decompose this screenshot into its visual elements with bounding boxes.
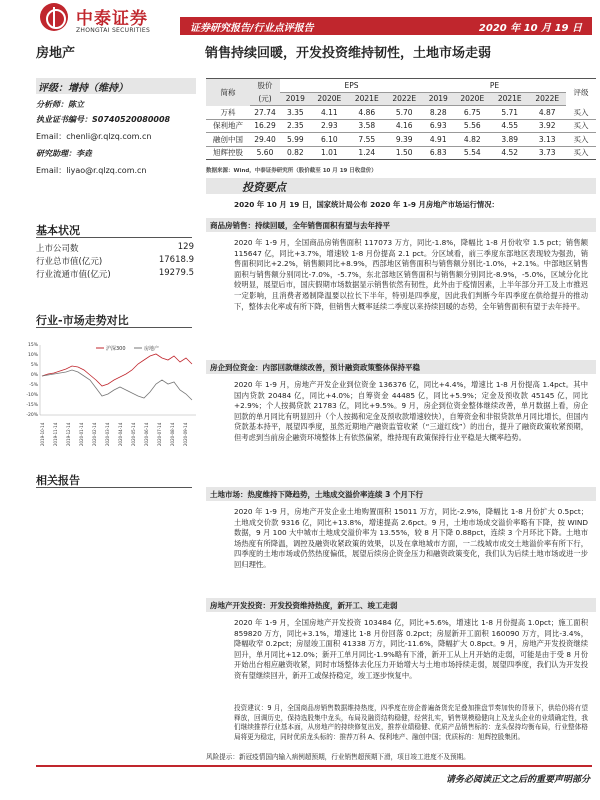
eps-value: 7.55 <box>348 133 385 147</box>
trend-title: 行业-市场走势对比 <box>36 314 129 327</box>
eps-value: 5.99 <box>280 133 311 147</box>
assistant-label: 研究助理： <box>36 149 76 158</box>
eps-value: 3.35 <box>280 106 311 120</box>
xtick-label: 2019-11-14 <box>53 422 58 446</box>
basic-label: 上市公司数 <box>36 244 79 254</box>
legend-label-b: 房地产 <box>144 346 160 352</box>
ytick-label: 0% <box>30 373 38 378</box>
stock-name: 旭辉控股 <box>206 146 250 160</box>
stock-name: 融创中国 <box>206 133 250 147</box>
section-title-investment: 房地产开发投资：开发投资维持热度，新开工、竣工走弱 <box>210 601 398 610</box>
pe-value: 4.87 <box>528 106 566 120</box>
pe-value: 3.89 <box>491 133 528 147</box>
year-header: 2020E <box>454 92 491 106</box>
pe-value: 3.13 <box>528 133 566 147</box>
license-label: 执业证书编号： <box>36 115 92 124</box>
divider <box>36 487 192 488</box>
header-band <box>180 17 592 35</box>
table-row <box>206 106 596 120</box>
analyst-value: 陈立 <box>68 100 84 109</box>
pe-value: 8.28 <box>423 106 454 120</box>
table-source-note: 数据来源：Wind，中泰证券研究所（股价截至 10 月 19 日收盘价） <box>206 168 377 174</box>
stock-table <box>206 78 596 160</box>
rating-text: 评级：增持（维持） <box>38 83 128 94</box>
year-header: 2019 <box>280 92 311 106</box>
ytick-label: -15% <box>26 403 38 408</box>
xtick-label: 2020-05-14 <box>131 422 136 446</box>
stock-rating: 买入 <box>566 146 596 160</box>
ytick-label: 5% <box>30 363 38 368</box>
table-row <box>206 133 596 147</box>
year-header: 2022E <box>386 92 423 106</box>
eps-value: 2.93 <box>311 119 348 133</box>
email-link-2[interactable]: liyao@r.qlzq.com.cn <box>66 166 147 175</box>
pe-value: 5.71 <box>491 106 528 120</box>
basic-label: 行业流通市值(亿元) <box>36 270 111 280</box>
section-header <box>206 598 596 612</box>
points-title: 投资要点 <box>242 181 286 194</box>
stock-price: 16.29 <box>250 119 280 133</box>
ytick-label: -20% <box>26 413 38 418</box>
col-header-pe: PE <box>423 79 566 93</box>
xtick-label: 2020-03-14 <box>105 422 110 446</box>
eps-value: 3.58 <box>348 119 385 133</box>
pe-value: 4.82 <box>454 133 491 147</box>
year-header: 2021E <box>491 92 528 106</box>
analyst-row <box>36 99 84 110</box>
email-label-2: Email： <box>36 166 67 175</box>
section-body-land: 2020 年 1-9 月，房地产开发企业土地购置面积 15011 万方，同比-2.9%，降幅比 1-8 月份扩大 0.5pct；土地成交价款 9316 亿，同比+13.8%，增速提高 2.6pct。9 月，土地市场成交溢价率略有下降，按 WIND 数据，9 月 100 大中城市土地成交溢价率为 13.55%，较 8 月下降 0.88pct，连续 3 个月环比下降。土地市场热度有所降温，调控及融资收紧政策的效果，以及在拿地城市方面，一二线城市成交土地溢价率有所下行，四季度的土地市场或仍然热度偏低，展望后续房企资金压力和融资政策变化，我们认为后续土地市场或进一步回归理性。 <box>234 507 588 569</box>
section-body-investment: 2020 年 1-9 月，全国房地产开发投资 103484 亿，同比+5.6%，增速比 1-8 月份提高 1.0pct；施工面积 859820 万方，同比+3.1%，增速比 1-8 月份回落 0.2pct；房屋新开工面积 160090 万方，同比-3.4%，降幅收窄 0.2pct；房屋竣工面积 41338 万方，同比-11.6%，降幅扩大 0.8pct。9 月，房地产开发投资继续回升，单月同比+12.0%；新开工单月同比-1.9%略有下滑，新开工从上月开始的走弱，可能是由于受 8 月份开始出台相应融资收紧，同时市场整体去化压力开始增大与土地市场持续走弱，展望四季度，我们认为开发投资有望继续回升，新开工或保持稳定，竣工逐步恢复中。 <box>234 618 588 680</box>
points-bar <box>206 178 596 194</box>
section-header <box>206 360 596 374</box>
xtick-label: 2020-06-14 <box>144 422 149 446</box>
section-body-sales: 2020 年 1-9 月，全国商品房销售面积 117073 万方，同比-1.8%，降幅比 1-8 月份收窄 1.5 pct；销售额 115647 亿，同比+3.7%，增速较 1-8 月份提高 2.1 pct。分区域看，前三季度东部地区表现较为强劲，销售面积同比+2.2%，销售额同比+8.9%，西部地区销售面积与销售额分别比-1.0%，+2.1%。中部地区销售面积与销售额分别同比-7.0%，-5.7%，东北部地区销售面积与销售额分别同比-8.9%，-5.0%，区域分化比较明显，展望后市，国庆假期市场数据显示销售依然有韧性，此外由于疫情因素，上半年部分开工及上市推迟一定影响，且消费者遏制降温要以拉长下半年，特别是四季度，因此我们判断今年四季度在供给提升的推动下，整体去化率或有所下降，但销售大概率延续二季度以来持续回暖的态势，全年销售面积有望于去年持平。 <box>234 238 588 311</box>
sector-title: 房地产 <box>36 46 76 61</box>
pe-value: 6.83 <box>423 146 454 160</box>
pe-value: 6.75 <box>454 106 491 120</box>
email-link[interactable]: chenli@r.qlzq.com.cn <box>66 132 152 141</box>
report-date: 2020 年 10 月 19 日 <box>478 23 582 34</box>
year-header: 2021E <box>348 92 385 106</box>
eps-value: 4.86 <box>348 106 385 120</box>
eps-value: 0.82 <box>280 146 311 160</box>
table-row <box>206 146 596 160</box>
stock-price: 29.40 <box>250 133 280 147</box>
xtick-label: 2020-07-14 <box>157 422 162 446</box>
legend-label-a: 沪深300 <box>106 346 126 352</box>
xtick-label: 2020-02-14 <box>92 422 97 446</box>
brand-name-cn: 中泰证券 <box>76 9 148 29</box>
eps-value: 4.16 <box>386 119 423 133</box>
col-header-price-unit: (元) <box>250 92 280 106</box>
eps-value: 1.01 <box>311 146 348 160</box>
col-header-price: 股价 <box>250 79 280 93</box>
email-row <box>36 131 151 142</box>
xtick-label: 2020-08-14 <box>170 422 175 446</box>
pe-value: 5.56 <box>454 119 491 133</box>
section-header <box>206 218 596 232</box>
email-row-2 <box>36 165 147 176</box>
stock-rating: 买入 <box>566 133 596 147</box>
logo-emblem-icon <box>40 3 68 31</box>
col-header-name: 简称 <box>206 79 250 106</box>
col-header-rating: 评级 <box>566 79 596 106</box>
xtick-label: 2020-09-14 <box>183 422 188 446</box>
assistant-value: 李垚 <box>76 149 92 158</box>
divider <box>36 327 192 328</box>
report-category: 证券研究报告/行业点评报告 <box>190 23 314 34</box>
legend <box>96 345 159 352</box>
col-header-eps: EPS <box>280 79 423 93</box>
xtick-label: 2020-01-14 <box>79 422 84 446</box>
license-value: S0740520080008 <box>92 115 171 124</box>
rating-bar <box>36 78 196 94</box>
section-body-funds: 2020 年 1-9 月，房地产开发企业到位资金 136376 亿，同比+4.4%，增速比 1-8 月份提高 1.4pct。其中国内贷款 20484 亿，同比+4.0%；自筹资金 44485 亿，同比+5.9%；定金及预收款 45145 亿，同比+2.9%；个人按揭贷款 21783 亿，同比+9.5%。9 月，房企到位资金整体继续改善，单月数据上看，房企回款的单月同比有明显回升（个人按揭和定金及预收款增速较快），自筹资金和非银贷款单月同比增长，但国内贷款基本持平，展望四季度，虽然近期地产融资监管收紧（“三道红线”）的出台，提升了融资政策收紧预期，但考虑到当前房企融资环境整体上有依然偏紧，维持现有政策保持行业平稳是大概率趋势。 <box>234 380 588 442</box>
year-header: 2019 <box>423 92 454 106</box>
basic-value: 129 <box>177 242 194 252</box>
section-title-sales: 商品房销售：持续回暖，全年销售面积有望与去年持平 <box>210 221 390 230</box>
basic-status-title: 基本状况 <box>36 224 80 237</box>
ytick-label: -5% <box>29 383 38 388</box>
divider <box>36 237 192 238</box>
footer-disclaimer: 请务必阅读正文之后的重要声明部分 <box>445 775 590 785</box>
table-row <box>206 119 596 133</box>
year-header: 2022E <box>528 92 566 106</box>
xtick-label: 2020-04-14 <box>118 422 123 446</box>
report-headline: 销售持续回暖，开发投资维持韧性，土地市场走弱 <box>205 46 492 61</box>
brand-logo <box>28 3 168 43</box>
ytick-label: 15% <box>27 343 38 348</box>
intro-text: 2020 年 10 月 19 日，国家统计局公布 2020 年 1-9 月房地产市场运行情况： <box>234 200 499 209</box>
eps-value: 4.11 <box>311 106 348 120</box>
license-row <box>36 114 170 125</box>
stock-rating: 买入 <box>566 119 596 133</box>
stock-name: 保利地产 <box>206 119 250 133</box>
risk-warning: 风险提示：新冠疫情国内输入病例超预期，行业销售超预期下滑，项目竣工进度不及预期。 <box>206 753 470 761</box>
eps-value: 2.35 <box>280 119 311 133</box>
eps-value: 5.70 <box>386 106 423 120</box>
stock-price: 27.74 <box>250 106 280 120</box>
basic-row <box>36 242 194 254</box>
section-header <box>206 487 596 501</box>
basic-label: 行业总市值(亿元) <box>36 257 103 267</box>
trend-chart <box>26 340 200 460</box>
investment-advice: 投资建议：9 月，全国商品房销售数据维持热度，四季度在房企普遍备货充足叠加推盘节奏加快的背景下，供给仍将有望释放，回调历史，保持选股集中龙头，布局及融资结构稳健，经营扎实，销售规模稳健向上及龙头企业的业绩确定性，我们继续推荐行业基本面，从房地产的持续修复出发，推荐业绩稳健、优质产品销售标的：龙头保持均衡布局，行业整体格局将更为稳定，同时优质龙头标的：推荐万科 A、保利地产、融创中国；优质标的：旭辉控股集团。 <box>234 704 588 741</box>
stock-price: 5.60 <box>250 146 280 160</box>
section-title-funds: 房企到位资金：内部回款继续改善，预计融资政策整体保持平稳 <box>210 363 420 372</box>
footer-divider <box>36 765 592 767</box>
xtick-label: 2019-12-14 <box>66 422 71 446</box>
related-title: 相关报告 <box>36 474 80 487</box>
series-realestate <box>42 370 192 400</box>
ytick-label: -10% <box>26 393 38 398</box>
email-label: Email： <box>36 132 67 141</box>
pe-value: 6.93 <box>423 119 454 133</box>
eps-value: 6.10 <box>311 133 348 147</box>
eps-value: 1.50 <box>386 146 423 160</box>
ytick-label: 10% <box>27 353 38 358</box>
pe-value: 4.91 <box>423 133 454 147</box>
basic-row <box>36 255 194 267</box>
basic-value: 19279.5 <box>158 268 194 278</box>
series-hs300 <box>42 354 192 386</box>
xtick-label: 2019-10-14 <box>40 422 45 446</box>
analyst-label: 分析师： <box>36 100 68 109</box>
brand-name-en: ZHONGTAI SECURITIES <box>76 27 151 34</box>
assistant-row <box>36 148 92 159</box>
basic-row <box>36 268 194 280</box>
eps-value: 1.24 <box>348 146 385 160</box>
section-title-land: 土地市场：热度维持下降趋势，土地成交溢价率连续 3 个月下行 <box>210 490 423 499</box>
eps-value: 9.39 <box>386 133 423 147</box>
pe-value: 4.55 <box>491 119 528 133</box>
basic-value: 17618.9 <box>158 255 194 265</box>
year-header: 2020E <box>311 92 348 106</box>
pe-value: 3.73 <box>528 146 566 160</box>
stock-name: 万科 <box>206 106 250 120</box>
pe-value: 4.52 <box>491 146 528 160</box>
pe-value: 3.92 <box>528 119 566 133</box>
stock-rating: 买入 <box>566 106 596 120</box>
pe-value: 5.54 <box>454 146 491 160</box>
